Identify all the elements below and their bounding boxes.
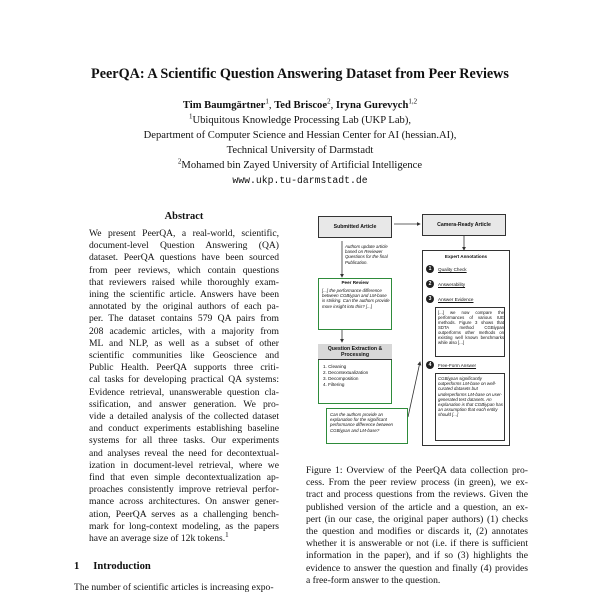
caption-line: cess. From the peer review process (in green), we ex- — [306, 477, 528, 489]
step-4: 4. Filtering — [323, 382, 345, 387]
abstract-line: and conduct experiments establishing baseline — [89, 423, 279, 435]
abstract-line: ation, PeerQA serves as a challenging bench- — [89, 508, 279, 520]
arrow-question-to-annotations — [408, 362, 420, 417]
affiliation-2 — [0, 158, 600, 173]
affiliation-1-line-1: Ubiquitous Knowledge Processing Lab (UKP Lab), — [192, 115, 411, 126]
affiliation-1-mark: 1 — [188, 112, 193, 121]
answerability-label: Answerability — [438, 282, 466, 287]
evidence-text: [...] we now compare the performances of various IUE methods. Figure 3 shows that SDTA method CGBiypan outperforms other methods on existing well known benchmarks while also [...] — [438, 310, 504, 345]
step-2: 2. Decontextualization — [323, 370, 369, 375]
caption-body — [306, 465, 528, 587]
intro-text: The number of scientific articles is increasing expo- — [74, 582, 274, 593]
abstract-line: proaches consistently improve retrieval perfor- — [89, 484, 279, 496]
abstract-line: have an average size of 12k tokens. — [89, 533, 226, 545]
step-1: 1. Cleaning — [323, 364, 347, 369]
step-3: 3. Decomposition — [323, 376, 359, 381]
expert-annotations-box — [422, 250, 510, 446]
author-update-note: Authors update article based on Reviewer Questions for the final Publication. — [345, 244, 388, 265]
caption-line: information in the paper), and if so (3) highlights the — [306, 550, 528, 562]
abstract-line: document-level Question Answering (QA) — [89, 240, 279, 252]
author-1: Tim Baumgärtner — [182, 100, 266, 111]
caption-line: a free-form answer to the question. — [306, 574, 441, 586]
expert-header: Expert Annotations — [444, 254, 488, 259]
abstract-line: ization in document-level retrieval, where we — [89, 459, 279, 471]
abstract-line: mance across architectures. On answer gener- — [89, 496, 279, 508]
abstract-line: ining the scientific article. Answers have been — [89, 289, 279, 301]
step-circle-4: 4 — [426, 361, 434, 369]
step-circle-2: 2 — [426, 280, 434, 288]
caption-line: tract and process questions from the reviews. Given the — [306, 489, 528, 501]
figure-1-caption — [306, 465, 528, 587]
author-names: Tim Baumgärtner$^1$, Ted Briscoe$^2$, Iryna Gurevych$^{1,2}$ — [182, 97, 418, 111]
step-circle-1: 1 — [426, 265, 434, 273]
question-text: Can the authors provide an explanation for the significant performance difference between CGBiypan and LM-base? — [330, 412, 393, 433]
peer-review-header: Peer Review — [341, 280, 369, 285]
author-2: Ted Briscoe — [274, 100, 328, 111]
abstract-line: dataset. PeerQA questions have been sourced — [89, 252, 279, 264]
abstract-line: We present PeerQA, a real-world, scientific, — [89, 228, 279, 239]
affiliation-1 — [0, 113, 600, 128]
step-circle-3: 3 — [426, 295, 434, 303]
abstract-line: systems for all three tasks. Our experiments — [89, 435, 279, 447]
author-1-mark: 1 — [265, 97, 269, 106]
abstract-line: from peer reviews, which contain questions — [89, 264, 279, 276]
abstract-line: mark for long-context modeling, as the papers — [89, 520, 279, 532]
abstract-line: vide a detailed analysis of the collected dataset — [89, 411, 279, 423]
quality-check-label: Quality Check — [438, 267, 467, 272]
caption-line: published version of the article and a question, an ex- — [306, 501, 528, 513]
author-3: Iryna Gurevych — [335, 100, 409, 111]
question-box — [326, 408, 408, 444]
abstract-line: annotated by the original authors of each pa- — [89, 301, 279, 313]
footnote-mark[interactable]: 1 — [225, 530, 229, 539]
abstract-line: Evidence retrieval, unanswerable question cla- — [89, 386, 279, 398]
section-number: 1 — [74, 561, 80, 572]
abstract-line: per. The dataset contains 579 QA pairs from — [89, 313, 279, 325]
section-title: Introduction — [93, 561, 151, 572]
abstract-line: and analyses reveal the need for decontextual- — [89, 447, 279, 459]
figure-1-diagram — [314, 212, 514, 452]
abstract-heading: Abstract — [164, 211, 204, 222]
answer-text: CGBiypan significantly outperforms LM-base on well-curated datasets but underperforms LM-base on user-generated test datasets. An explanation is that CGBiypan has an assumption that each entity should [...] — [438, 376, 503, 418]
affiliation-2-line-1: Mohamed bin Zayed University of Artificial Intelligence — [181, 160, 423, 171]
abstract-last-line — [89, 530, 229, 545]
abstract-body — [89, 228, 279, 545]
affiliation-1-line-2: Department of Computer Science and Hessian Center for AI (hessian.AI), — [143, 130, 457, 141]
caption-line: Figure 1: Overview of the PeerQA data collection pro- — [306, 465, 528, 476]
affiliation-2-mark: 2 — [177, 157, 182, 166]
affiliation-1-line-3: Technical University of Darmstadt — [226, 145, 374, 156]
answer-box — [435, 373, 505, 441]
caption-line: evidence to answer the question and finally (4) provides — [306, 562, 528, 574]
free-form-answer-label: Free-Form Answer — [438, 363, 477, 368]
camera-ready-box: Camera-Ready Article — [422, 214, 506, 236]
evidence-box — [435, 307, 505, 357]
caption-line: whether it is answerable or not (i.e. if there is sufficient — [306, 538, 528, 550]
abstract-line: ML and NLP, as well as a subset of other — [89, 337, 279, 349]
abstract-line: 208 academic articles, with a majority from — [89, 325, 279, 337]
abstract-line: scientific communities like Geoscience and — [89, 350, 279, 362]
author-block — [0, 98, 600, 188]
lab-url[interactable]: www.ukp.tu-darmstadt.de — [232, 175, 368, 186]
abstract-line: ssification, and answer generation. We pro- — [89, 398, 279, 410]
peer-review-box — [318, 278, 392, 330]
abstract-line: cal tasks for developing practical QA systems: — [89, 374, 279, 386]
peer-review-text: [...] the performance difference between CGBiypan and LM-base is striking. Can the authors provide more insight into this? [...] — [322, 288, 390, 309]
paper-title: PeerQA: A Scientific Question Answering Dataset from Peer Reviews — [91, 66, 509, 82]
caption-line: the question and modifies or discards it, (2) annotates — [306, 526, 528, 538]
extraction-header: Question Extraction & Processing — [318, 344, 392, 360]
section-heading-introduction — [74, 561, 151, 572]
author-2-mark: 2 — [327, 97, 331, 106]
answer-evidence-label: Answer Evidence — [438, 297, 474, 302]
abstract-line: that reviewers raised while thoroughly exam- — [89, 276, 279, 288]
caption-line: pert (in our case, the original paper authors) (1) checks — [306, 513, 528, 525]
submitted-article-box: Submitted Article — [318, 216, 392, 238]
abstract-line: find that even simple decontextualization ap- — [89, 472, 279, 484]
author-3-mark: 1,2 — [408, 97, 418, 106]
abstract-line: Public Health. PeerQA supports three criti- — [89, 362, 279, 374]
extraction-box — [318, 344, 392, 404]
